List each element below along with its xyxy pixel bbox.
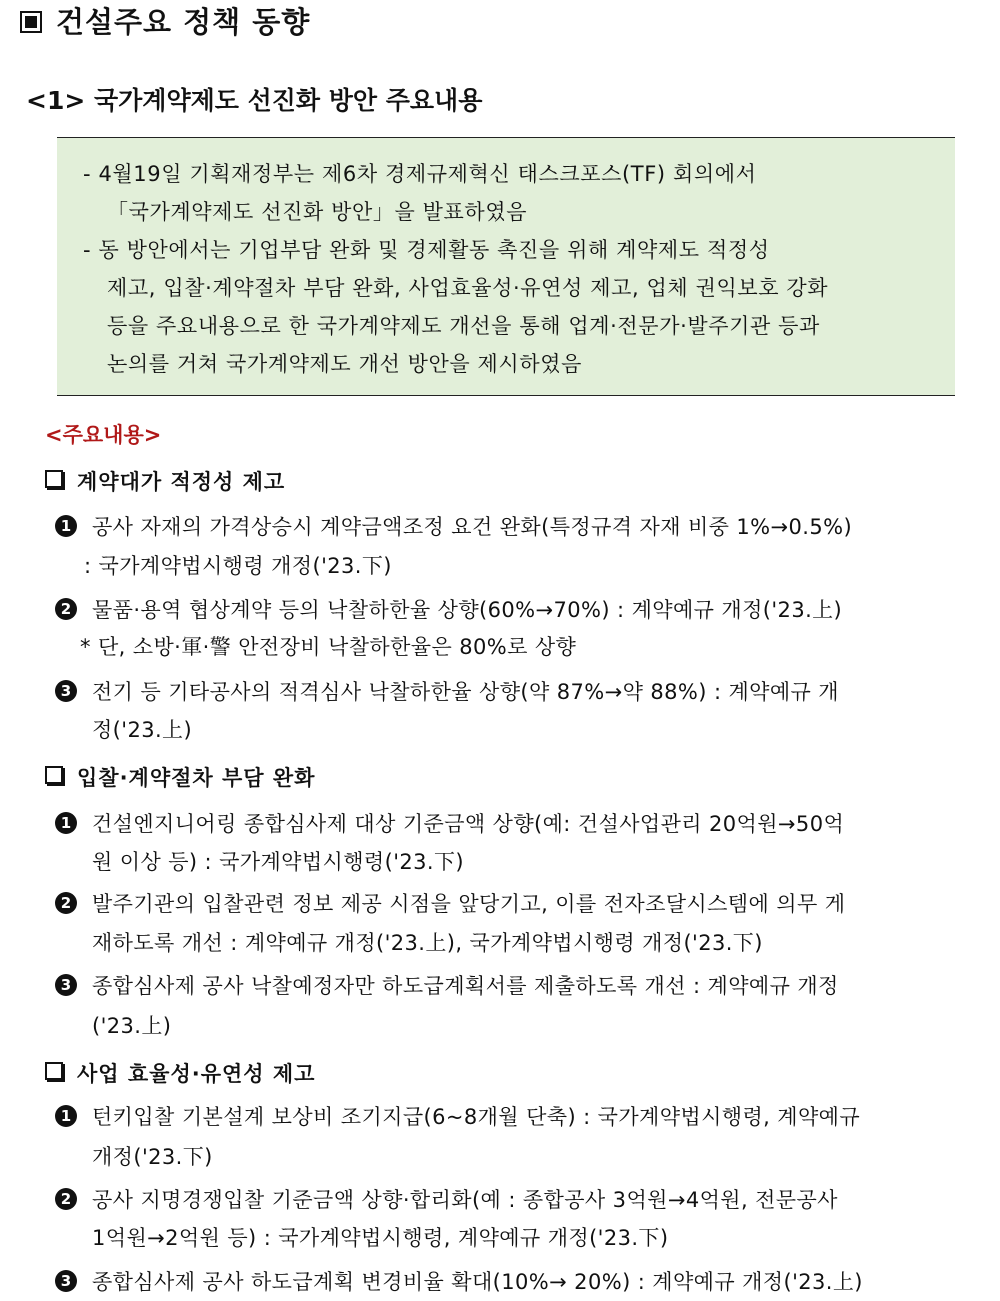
page-title <box>20 0 310 41</box>
item-line: 재하도록 개선 : 계약예규 개정('23.上), 국가계약법시행령 개정('23.下) <box>92 931 763 955</box>
summary-line: - 동 방안에서는 기업부담 완화 및 경제활동 촉진을 위해 계약제도 적정성 <box>83 238 770 262</box>
item-line: 종합심사제 공사 하도급계획 변경비율 확대(10%→ 20%) : 계약예규 개정('23.上) <box>92 1270 863 1294</box>
number-1-icon: 1 <box>55 812 77 834</box>
group-heading-text: 사업 효율성·유연성 제고 <box>77 1062 316 1086</box>
number-3-icon: 3 <box>55 974 77 996</box>
summary-line: 논의를 거쳐 국가계약제도 개선 방안을 제시하였음 <box>107 352 582 376</box>
page-title-text: 건설주요 정책 동향 <box>56 5 311 39</box>
item-line: : 국가계약법시행령 개정('23.下) <box>84 554 392 578</box>
item-line: 종합심사제 공사 낙찰예정자만 하도급계획서를 제출하도록 개선 : 계약예규 개정 <box>92 974 839 998</box>
item-line: 물품·용역 협상계약 등의 낙찰하한율 상향(60%→70%) : 계약예규 개정('23.上) <box>92 598 843 622</box>
number-3-icon: 3 <box>55 680 77 702</box>
main-content-label: <주요내용> <box>45 423 162 447</box>
item-line: 턴키입찰 기본설계 보상비 조기지급(6~8개월 단축) : 국가계약법시행령, 계약예규 <box>92 1105 861 1129</box>
filled-square-bullet-icon <box>20 11 42 33</box>
item-line: 개정('23.下) <box>92 1145 213 1169</box>
item-line: 발주기관의 입찰관련 정보 제공 시점을 앞당기고, 이를 전자조달시스템에 의무 게 <box>92 892 846 916</box>
item-line: 공사 지명경쟁입찰 기준금액 상향·합리화(예 : 종합공사 3억원→4억원, 전문공사 <box>92 1188 838 1212</box>
summary-line: 「국가계약제도 선진화 방안」을 발표하였음 <box>107 200 528 224</box>
item-line: 전기 등 기타공사의 적격심사 낙찰하한율 상향(약 87%→약 88%) : 계약예규 개 <box>92 680 839 704</box>
number-3-icon: 3 <box>55 1270 77 1292</box>
item-line: 건설엔지니어링 종합심사제 대상 기준금액 상향(예: 건설사업관리 20억원→50억 <box>92 812 845 836</box>
group-heading <box>45 466 285 496</box>
item-line: 공사 자재의 가격상승시 계약금액조정 요건 완화(특정규격 자재 비중 1%→0.5%) <box>92 515 853 539</box>
number-2-icon: 2 <box>55 1188 77 1210</box>
item-line: 정('23.上) <box>92 718 193 742</box>
group-heading-text: 입찰·계약절차 부담 완화 <box>77 766 316 790</box>
item-line: ('23.上) <box>92 1014 172 1038</box>
checkbox-bullet-icon <box>45 1062 63 1080</box>
summary-line: - 4월19일 기획재정부는 제6차 경제규제혁신 태스크포스(TF) 회의에서 <box>83 162 757 186</box>
group-heading <box>45 1058 315 1088</box>
number-2-icon: 2 <box>55 892 77 914</box>
item-line: 원 이상 등) : 국가계약법시행령('23.下) <box>92 850 464 874</box>
item-line: 1억원→2억원 등) : 국가계약법시행령, 계약예규 개정('23.下) <box>92 1226 669 1250</box>
number-1-icon: 1 <box>55 1105 77 1127</box>
number-1-icon: 1 <box>55 515 77 537</box>
checkbox-bullet-icon <box>45 766 63 784</box>
number-2-icon: 2 <box>55 598 77 620</box>
group-heading <box>45 762 315 792</box>
summary-box <box>57 137 955 396</box>
group-heading-text: 계약대가 적정성 제고 <box>77 470 286 494</box>
checkbox-bullet-icon <box>45 470 63 488</box>
section-title: <1> 국가계약제도 선진화 방안 주요내용 <box>26 86 483 115</box>
summary-line: 등을 주요내용으로 한 국가계약제도 개선을 통해 업계·전문가·발주기관 등과 <box>107 314 820 338</box>
summary-line: 제고, 입찰·계약절차 부담 완화, 사업효율성·유연성 제고, 업체 권익보호 강화 <box>107 276 829 300</box>
item-note: * 단, 소방·軍·警 안전장비 낙찰하한율은 80%로 상향 <box>80 635 577 659</box>
